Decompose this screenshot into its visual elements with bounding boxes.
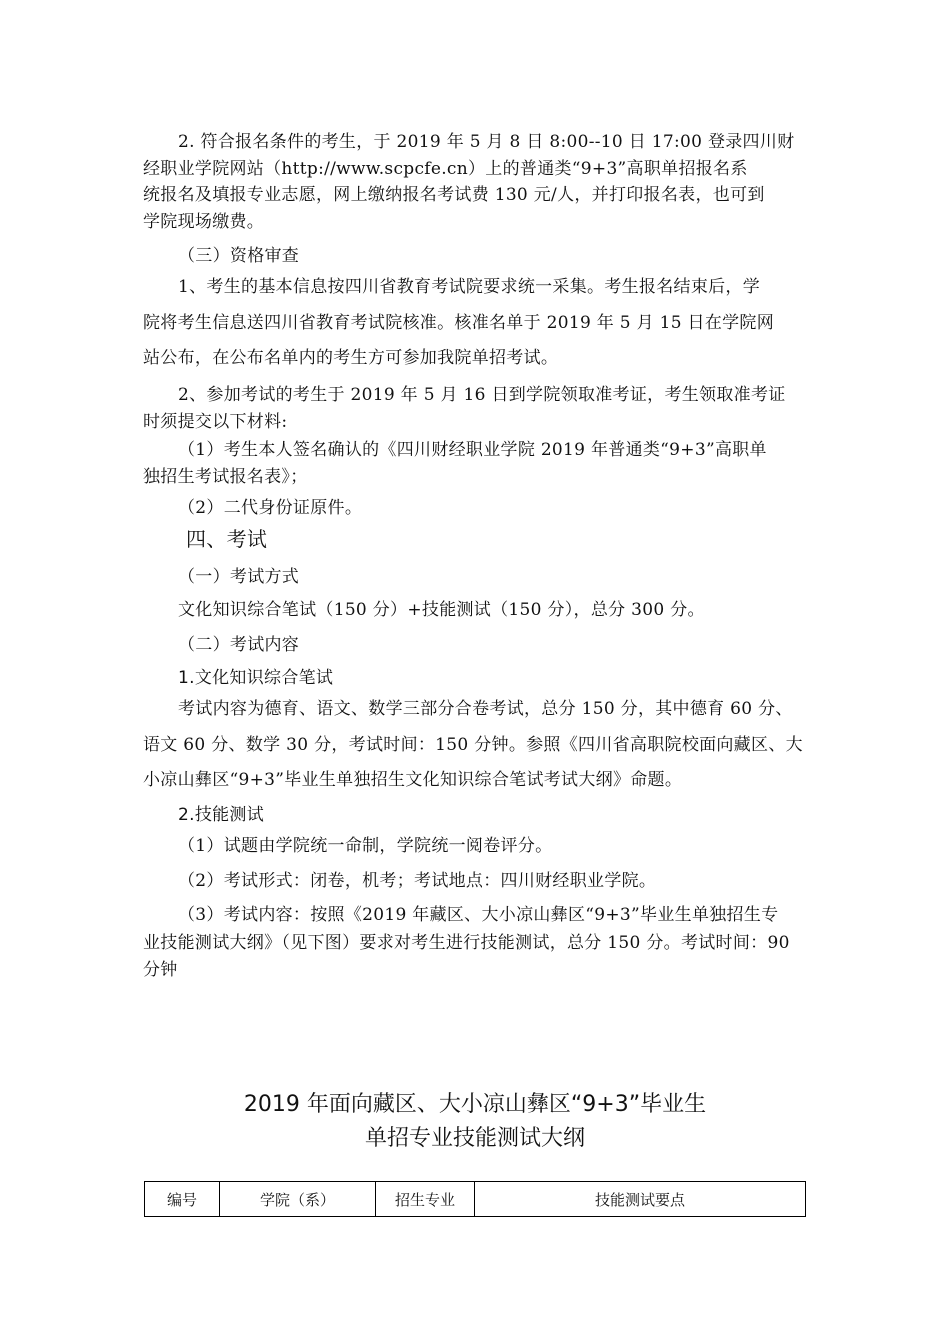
line: 2. 符合报名条件的考生，于 2019 年 5 月 8 日 8:00--10 日 17:00 登录四川财: [178, 132, 795, 152]
line: 考试内容为德育、语文、数学三部分合卷考试，总分 150 分，其中德育 60 分、: [178, 699, 793, 719]
line: 1、考生的基本信息按四川省教育考试院要求统一采集。考生报名结束后，学: [178, 277, 761, 297]
line: 业技能测试大纲》（见下图）要求对考生进行技能测试，总分 150 分。考试时间：90: [143, 933, 790, 953]
line: 时须提交以下材料:: [143, 412, 288, 432]
line: （1）考生本人签名确认的《四川财经职业学院 2019 年普通类“9+3”高职单: [178, 440, 767, 460]
section-heading-written: 1.文化知识综合笔试: [178, 668, 334, 688]
section-heading-qualification: （三）资格审查: [178, 246, 300, 266]
header-cell-number: 编号: [145, 1182, 220, 1217]
line: 语文 60 分、数学 30 分，考试时间：150 分钟。参照《四川省高职院校面向藏区、大: [143, 735, 803, 755]
line: 院将考生信息送四川省教育考试院核准。核准名单于 2019 年 5 月 15 日在学院网: [143, 313, 775, 333]
line: 分钟: [143, 960, 178, 980]
line: 统报名及填报专业志愿，网上缴纳报名考试费 130 元/人，并打印报名表，也可到: [143, 185, 765, 205]
line: 站公布，在公布名单内的考生方可参加我院单招考试。: [143, 348, 559, 368]
line: 2、参加考试的考生于 2019 年 5 月 16 日到学院领取准考证，考生领取准考证: [178, 385, 786, 405]
table-header-row: [145, 1182, 806, 1217]
section-heading-method: （一）考试方式: [178, 567, 300, 587]
line: 学院现场缴费。: [143, 212, 265, 232]
section-heading-exam: 四、考试: [186, 527, 268, 551]
line: 文化知识综合笔试（150 分）+技能测试（150 分），总分 300 分。: [178, 600, 705, 620]
line: 小凉山彝区“9+3”毕业生单独招生文化知识综合笔试考试大纲》命题。: [143, 770, 683, 790]
outline-title-line-2: 单招专业技能测试大纲: [364, 1126, 585, 1151]
line: （3）考试内容：按照《2019 年藏区、大小凉山彝区“9+3”毕业生单独招生专: [178, 905, 779, 925]
outline-table: [144, 1181, 806, 1217]
line: （2）二代身份证原件。: [178, 498, 363, 518]
line: 独招生考试报名表》；: [143, 467, 308, 487]
section-heading-content: （二）考试内容: [178, 635, 300, 655]
line: 经职业学院网站（http://www.scpcfe.cn）上的普通类“9+3”高职单招报名系: [143, 159, 748, 179]
header-cell-major: 招生专业: [376, 1182, 475, 1217]
line: （1）试题由学院统一命制，学院统一阅卷评分。: [178, 836, 553, 856]
header-cell-skill-points: 技能测试要点: [475, 1182, 806, 1217]
line: （2）考试形式：闭卷，机考；考试地点：四川财经职业学院。: [178, 871, 657, 891]
header-cell-college: 学院（系）: [220, 1182, 376, 1217]
section-heading-skill: 2.技能测试: [178, 805, 265, 825]
outline-title-line-1: 2019 年面向藏区、大小凉山彝区“9+3”毕业生: [243, 1092, 707, 1117]
